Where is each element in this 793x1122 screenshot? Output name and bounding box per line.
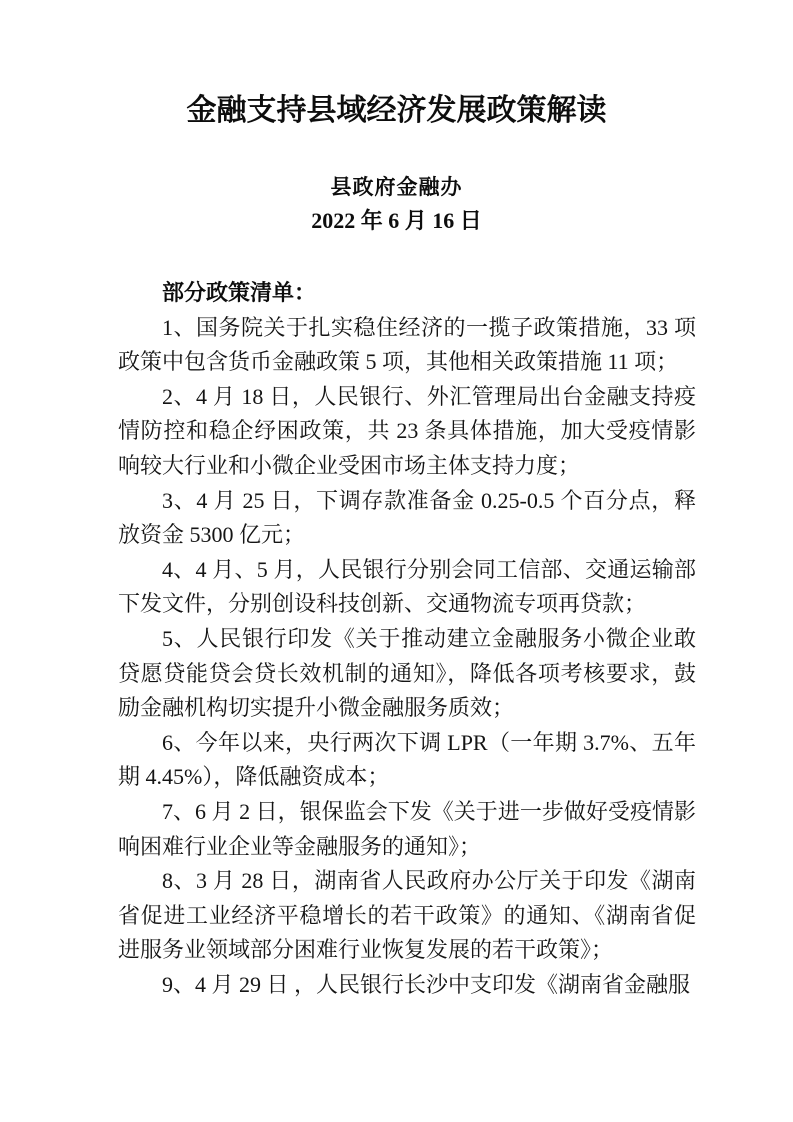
policy-item-paragraph: 2、4 月 18 日，人民银行、外汇管理局出台金融支持疫情防控和稳企纾困政策，共 23 条具体措施，加大受疫情影响较大行业和小微企业受困市场主体支持力度； [118,383,696,478]
policy-item-paragraph: 6、今年以来，央行两次下调 LPR（一年期 3.7%、五年期 4.45%），降低融资成本； [118,729,696,790]
policy-list [118,311,696,1003]
policy-item-paragraph: 9、4 月 29 日 ，人民银行长沙中支印发《湖南省金融服 [162,971,691,997]
document-author: 县政府金融办 [330,175,463,199]
section-heading: 部分政策清单： [162,280,317,305]
document-date: 2022 年 6 月 16 日 [311,208,482,233]
policy-item-paragraph: 5、人民银行印发《关于推动建立金融服务小微企业敢贷愿贷能贷会贷长效机制的通知》，降低各项考核要求，鼓励金融机构切实提升小微金融服务质效； [118,625,696,721]
policy-item-paragraph: 7、6 月 2 日，银保监会下发《关于进一步做好受疫情影响困难行业企业等金融服务的通知》； [118,798,696,859]
document-title: 金融支持县域经济发展政策解读 [186,94,607,127]
policy-item-paragraph: 8、3 月 28 日，湖南省人民政府办公厅关于印发《湖南省促进工业经济平稳增长的若干政策》的通知、《湖南省促进服务业领域部分困难行业恢复发展的若干政策》； [118,868,696,963]
policy-item-paragraph: 4、4 月、5 月，人民银行分别会同工信部、交通运输部下发文件，分别创设科技创新、交通物流专项再贷款； [118,556,696,617]
document-body [118,276,696,1002]
policy-item-paragraph: 3、4 月 25 日，下调存款准备金 0.25-0.5 个百分点，释放资金 5300 亿元； [118,487,696,548]
policy-item-paragraph: 1、国务院关于扎实稳住经济的一揽子政策措施，33 项政策中包含货币金融政策 5 项，其他相关政策措施 11 项； [118,314,696,375]
